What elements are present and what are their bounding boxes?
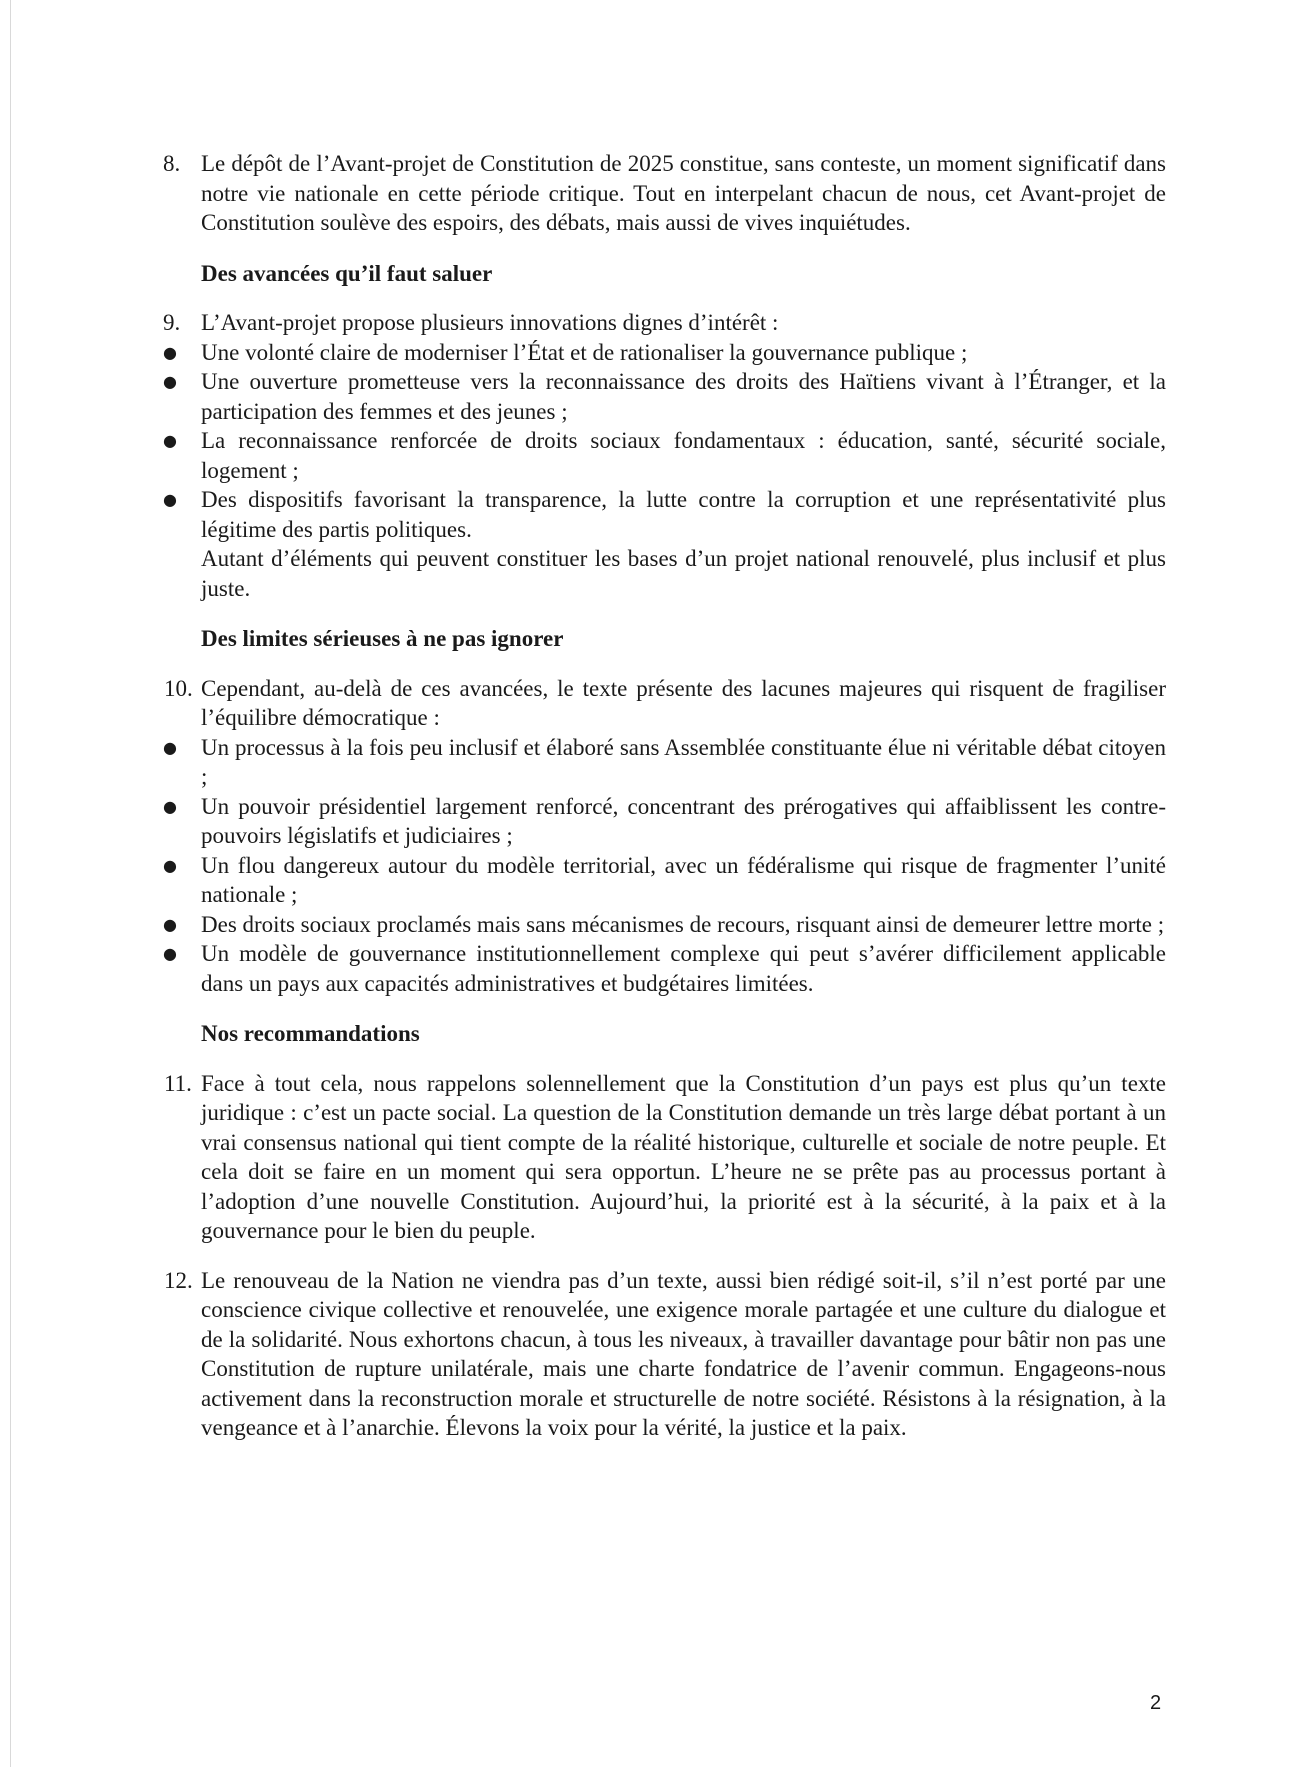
list-item-text: Une volonté claire de moderniser l’État et de rationaliser la gouvernance publique ; [201, 339, 968, 365]
list-item-text: La reconnaissance renforcée de droits sociaux fondamentaux : éducation, santé, sécurité sociale, logement ; [201, 428, 1166, 483]
bullet-icon: ● [163, 855, 177, 875]
list-item-text: Une ouverture prometteuse vers la reconnaissance des droits des Haïtiens vivant à l’Étranger, et la participation des femmes et des jeunes ; [201, 369, 1166, 424]
spacer [163, 1246, 1166, 1266]
spacer [163, 238, 1166, 259]
bullet-icon: ● [163, 737, 177, 757]
paragraph-9-closing: Autant d’éléments qui peuvent constituer les bases d’un projet national renouvelé, plus inclusif et plus juste. [201, 546, 1166, 601]
paragraph-number: 12. [164, 1267, 193, 1293]
paragraph-text: Face à tout cela, nous rappelons solennellement que la Constitution d’un pays est plus qu’un texte juridique : c’est un pacte social. La question de la Constitution demande un très large débat portant à un vrai consensus national qui tient compte de la réalité historique, culturelle et sociale de notre peuple. Et cela doit se faire en un moment qui sera opportun. L’heure ne se prête pas au processus portant à l’adoption d’une nouvelle Constitution. Aujourd’hui, la priorité est à la sécurité, à la paix et à la gouvernance pour le bien du peuple. [201, 1070, 1166, 1243]
bullet-icon: ● [163, 342, 177, 362]
paragraph-9 [163, 308, 1166, 338]
list-item [163, 792, 1166, 851]
list-item-text: Un pouvoir présidentiel largement renforcé, concentrant des prérogatives qui affaiblissent les contre-pouvoirs législatifs et judiciaires ; [201, 793, 1166, 848]
list-item-text: Des droits sociaux proclamés mais sans mécanismes de recours, risquant ainsi de demeurer lettre morte ; [201, 911, 1165, 937]
list-item-text: Un flou dangereux autour du modèle territorial, avec un fédéralisme qui risque de fragmenter l’unité nationale ; [201, 852, 1166, 907]
bullet-icon: ● [163, 372, 177, 391]
paragraph-text: Le renouveau de la Nation ne viendra pas d’un texte, aussi bien rédigé soit-il, s’il n’est porté par une conscience civique collective et renouvelée, une exigence morale partagée et une culture du dialogue et de la solidarité. Nous exhortons chacun, à tous les niveaux, à travailler davantage pour bâtir non pas une Constitution de rupture unilatérale, mais une charte fondatrice de l’avenir commun. Engageons-nous activement dans la reconstruction morale et structurelle de notre société. Résistons à la résignation, à la vengeance et à l’anarchie. Élevons la voix pour la vérité, la justice et la paix. [201, 1267, 1166, 1440]
paragraph-12 [163, 1266, 1166, 1443]
bullet-icon: ● [163, 431, 177, 450]
list-item-text: Un modèle de gouvernance institutionnellement complexe qui peut s’avérer difficilement applicable dans un pays aux capacités administratives et budgétaires limitées. [201, 941, 1166, 996]
bullet-icon: ● [163, 944, 177, 963]
list-item [163, 939, 1166, 998]
list-item [163, 851, 1166, 910]
paragraph-8 [163, 149, 1166, 238]
list-item [163, 426, 1166, 485]
list-item [163, 485, 1166, 544]
list-item [163, 733, 1166, 792]
list-item [163, 338, 1166, 368]
bullet-icon: ● [163, 490, 177, 509]
bullet-icon: ● [163, 914, 177, 934]
paragraph-number: 9. [163, 310, 181, 335]
spacer [163, 998, 1166, 1019]
paragraph-text: L’Avant-projet propose plusieurs innovations dignes d’intérêt : [201, 310, 779, 335]
paragraph-number: 11. [164, 1070, 192, 1096]
section-heading-avancees: Des avancées qu’il faut saluer [201, 260, 493, 286]
bullet-icon: ● [163, 796, 177, 816]
paragraph-number: 10. [164, 675, 193, 701]
list-item [163, 910, 1166, 940]
list-item [163, 367, 1166, 426]
paragraph-11 [163, 1069, 1166, 1246]
list-item-text: Des dispositifs favorisant la transparence, la lutte contre la corruption et une représentativité plus légitime des partis politiques. [201, 487, 1166, 542]
spacer [163, 654, 1166, 674]
paragraph-text: Le dépôt de l’Avant-projet de Constitution de 2025 constitue, sans conteste, un moment significatif dans notre vie nationale en cette période critique. Tout en interpelant chacun de nous, cet Avant-projet de Constitution soulève des espoirs, des débats, mais aussi de vives inquiétudes. [201, 151, 1166, 235]
page-number: 2 [1150, 1692, 1162, 1714]
list-item-text: Un processus à la fois peu inclusif et élaboré sans Assemblée constituante élue ni véritable débat citoyen ; [201, 734, 1166, 789]
document-body [163, 149, 1166, 1443]
spacer [163, 288, 1166, 308]
paragraph-number: 8. [163, 151, 181, 176]
paragraph-text: Cependant, au-delà de ces avancées, le texte présente des lacunes majeures qui risquent de fragiliser l’équilibre démocratique : [201, 675, 1166, 730]
paragraph-10 [163, 674, 1166, 733]
section-heading-limites: Des limites sérieuses à ne pas ignorer [201, 626, 564, 651]
spacer [163, 1049, 1166, 1069]
spacer [163, 603, 1166, 624]
section-heading-recommandations: Nos recommandations [201, 1021, 420, 1046]
